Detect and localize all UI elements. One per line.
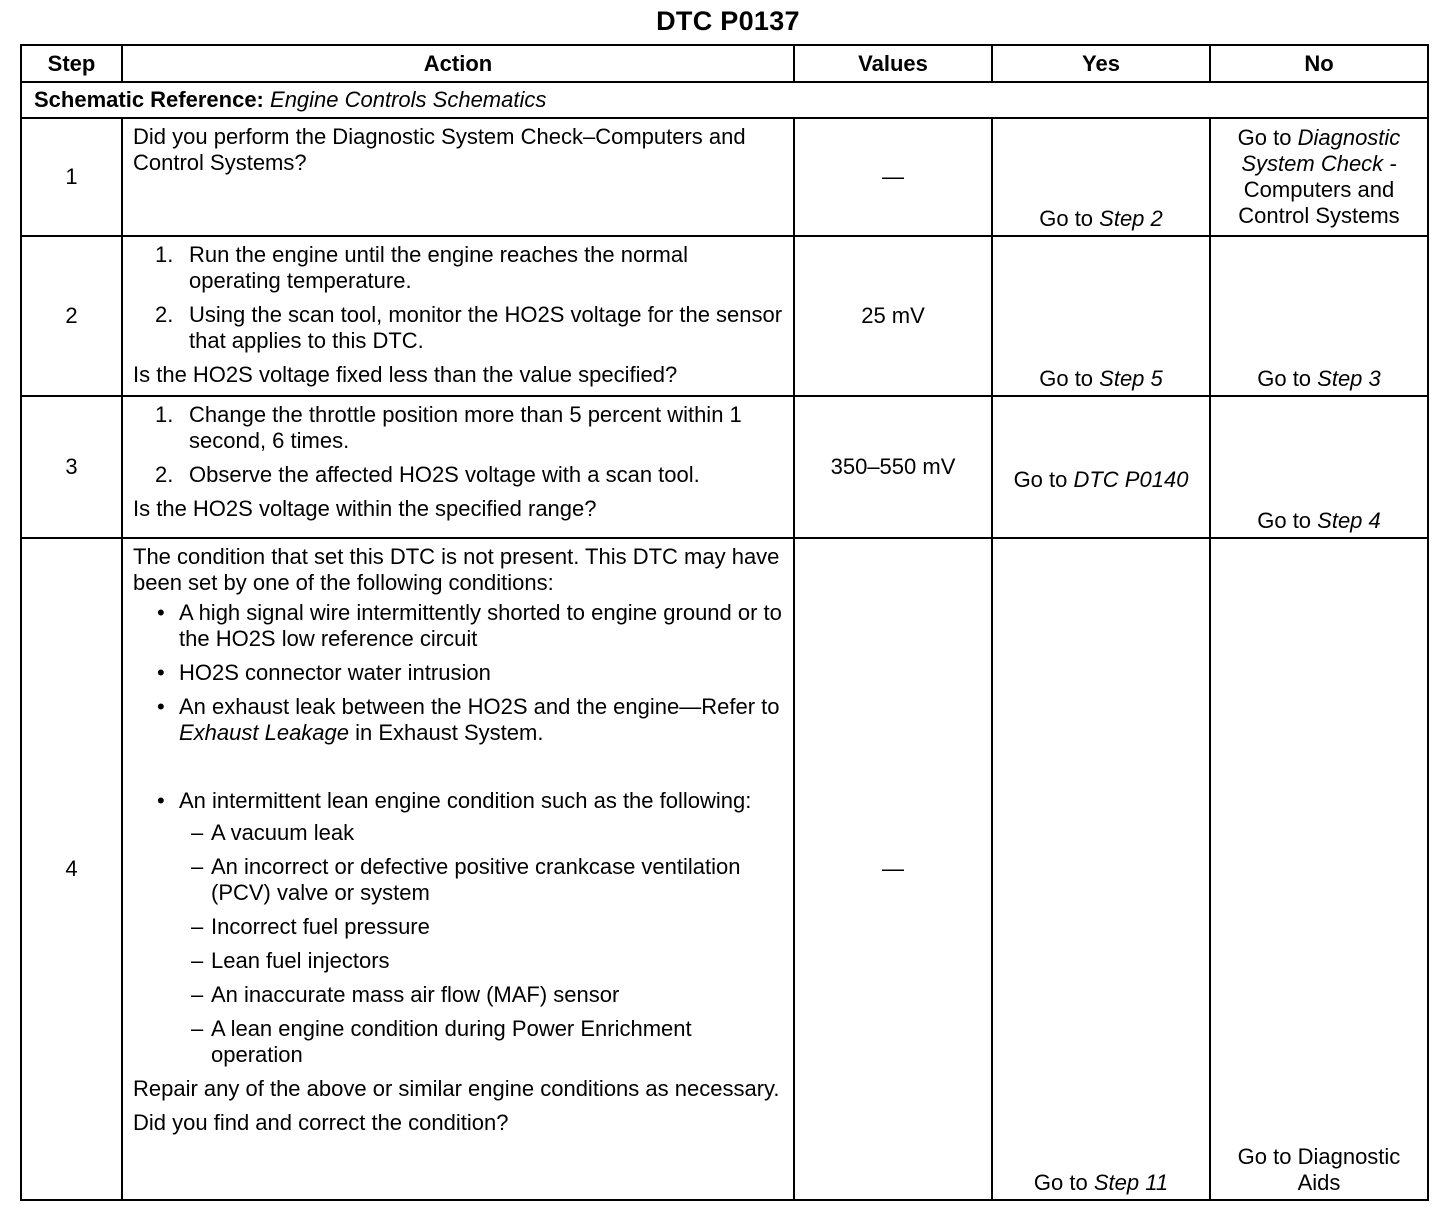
item-number: 2. [155,302,174,327]
yes-link[interactable]: DTC P0140 [1073,466,1189,492]
action-text: Did you perform the Diagnostic System Check–Computers and Control Systems? [133,124,746,175]
list-item [133,402,785,454]
item-number: 1. [155,402,174,427]
bullet: • [157,600,165,625]
dash: – [191,854,204,879]
no-text[interactable]: Go to Diagnostic Aids [1237,1144,1401,1195]
step-value: 350–550 mV [794,396,992,538]
step-yes [992,236,1210,396]
step-question: Is the HO2S voltage fixed less than the value specified? [133,362,678,387]
sub-item [179,982,785,1008]
header-row [21,45,1428,82]
schematic-link[interactable]: Engine Controls Schematics [270,87,547,112]
step-yes [992,538,1210,1200]
header-no: No [1210,45,1428,82]
dash: – [191,914,204,939]
sub-list [179,820,785,1068]
dash: – [191,948,204,973]
page-title: DTC P0137 [656,6,800,36]
yes-prefix: Go to [1013,466,1074,492]
step-action [122,118,794,236]
list-item [133,242,785,294]
step-repair: Repair any of the above or similar engine conditions as necessary. [133,1076,780,1101]
dash: – [191,820,204,845]
sub-item-text: A lean engine condition during Power Enrichment operation [211,1016,692,1067]
no-link[interactable]: Diagnostic System Check - [1241,125,1401,176]
item-number: 2. [155,462,174,487]
list-item [133,660,785,686]
no-prefix: Go to [1257,366,1318,391]
yes-prefix: Go to [1033,1170,1094,1195]
sub-item-text: Incorrect fuel pressure [211,914,430,939]
numbered-list [133,242,785,354]
step-number: 3 [21,396,122,538]
step-yes [992,118,1210,236]
step-no [1210,396,1428,538]
step-row-3 [21,396,1428,538]
sub-item [179,914,785,940]
step-action [122,538,794,1200]
bullet: • [157,660,165,685]
no-prefix: Go to [1237,125,1298,150]
step-intro: The condition that set this DTC is not present. This DTC may have been set by one of the following conditions: [133,544,780,595]
bullet-list [133,600,785,1068]
schematic-reference [21,82,1428,118]
step-number: 4 [21,538,122,1200]
exhaust-leakage-link[interactable]: Exhaust Leakage [179,720,350,745]
item-text: Run the engine until the engine reaches the normal operating temperature. [189,242,689,293]
step-action [122,396,794,538]
step-no [1210,538,1428,1200]
item-text: Using the scan tool, monitor the HO2S voltage for the sensor that applies to this DTC. [189,302,783,353]
schematic-label: Schematic Reference: [34,87,264,112]
bullet: • [157,694,165,719]
step-value: 25 mV [794,236,992,396]
step-question: Did you find and correct the condition? [133,1110,509,1135]
yes-link[interactable]: Step 2 [1099,206,1163,231]
item-text: A high signal wire intermittently shorted to engine ground or to the HO2S low reference circuit [179,600,782,651]
no-prefix: Go to [1257,508,1318,533]
header-values: Values [794,45,992,82]
bullet: • [157,788,165,813]
sub-item [179,820,785,846]
no-link[interactable]: Step 3 [1317,366,1381,391]
step-row-4 [21,538,1428,1200]
step-action [122,236,794,396]
item-text: in Exhaust System. [349,720,544,745]
step-no [1210,236,1428,396]
list-item [133,788,785,1068]
sub-item-text: Lean fuel injectors [211,948,390,973]
step-no [1210,118,1428,236]
step-question: Is the HO2S voltage within the specified range? [133,496,597,521]
list-item [133,462,785,488]
header-yes: Yes [992,45,1210,82]
yes-link[interactable]: Step 5 [1099,366,1163,391]
step-value: — [794,118,992,236]
list-item [133,302,785,354]
yes-link[interactable]: Step 11 [1093,1170,1169,1195]
step-number: 2 [21,236,122,396]
item-text: An intermittent lean engine condition such as the following: [179,788,752,813]
sub-item-text: An inaccurate mass air flow (MAF) sensor [211,982,620,1007]
spacer [133,754,785,780]
item-text: Observe the affected HO2S voltage with a scan tool. [189,462,700,487]
step-value: — [794,538,992,1200]
no-suffix: Computers and Control Systems [1238,177,1400,228]
diagnostic-table [20,44,1429,1201]
sub-item [179,948,785,974]
no-link[interactable]: Step 4 [1317,508,1381,533]
item-text: An exhaust leak between the HO2S and the engine—Refer to [179,694,780,719]
dash: – [191,1016,204,1041]
step-row-2 [21,236,1428,396]
step-yes [992,396,1210,538]
header-action: Action [122,45,794,82]
numbered-list [133,402,785,488]
list-item [133,600,785,652]
item-text: HO2S connector water intrusion [179,660,491,685]
yes-prefix: Go to [1039,206,1100,231]
sub-item-text: A vacuum leak [211,820,355,845]
item-text: Change the throttle position more than 5 percent within 1 second, 6 times. [189,402,742,453]
item-number: 1. [155,242,174,267]
schematic-row [21,82,1428,118]
sub-item [179,1016,785,1068]
step-number: 1 [21,118,122,236]
sub-item-text: An incorrect or defective positive crankcase ventilation (PCV) valve or system [211,854,741,905]
header-step: Step [21,45,122,82]
sub-item [179,854,785,906]
list-item [133,694,785,746]
step-row-1 [21,118,1428,236]
dash: – [191,982,204,1007]
yes-prefix: Go to [1039,366,1100,391]
